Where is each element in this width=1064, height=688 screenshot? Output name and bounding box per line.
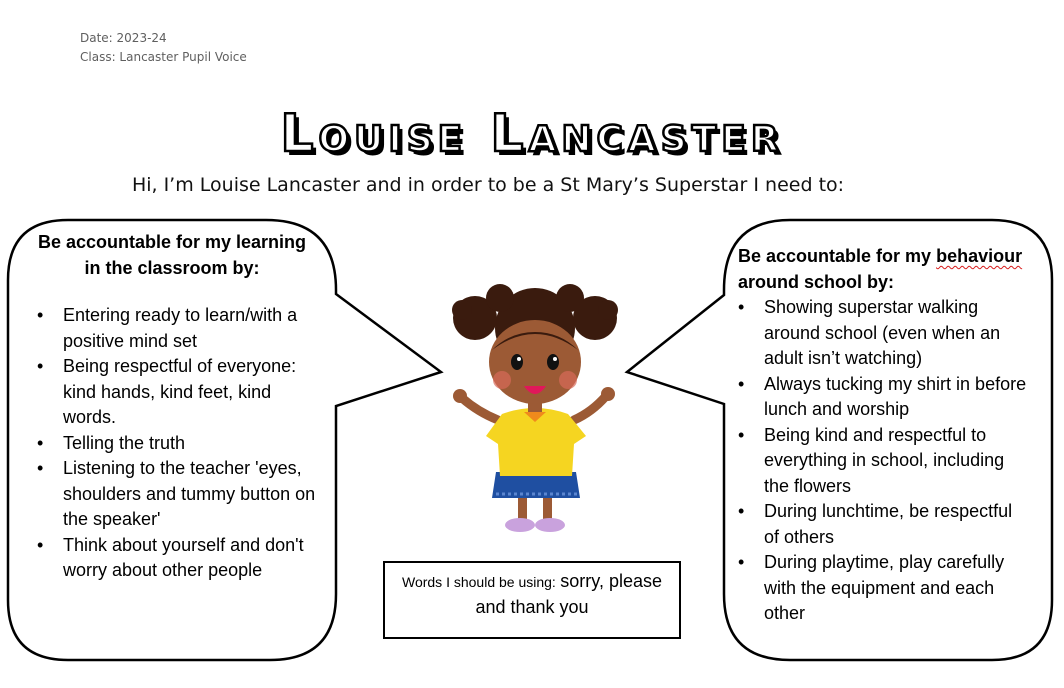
words-to-use-box xyxy=(383,561,681,639)
list-item: • Think about yourself and don't worry about other people xyxy=(37,533,317,584)
school-heading xyxy=(738,243,1030,295)
list-item: • Always tucking my shirt in before lunch and worship xyxy=(738,372,1030,423)
class-text: Class: Lancaster Pupil Voice xyxy=(80,50,247,64)
list-item: • Entering ready to learn/with a positive mind set xyxy=(37,303,317,354)
heading-part: around school by: xyxy=(738,272,895,292)
spellcheck-word: behaviour xyxy=(936,246,1023,266)
list-item: • During lunchtime, be respectful of others xyxy=(738,499,1030,550)
list-item: • Being respectful of everyone: kind hands, kind feet, kind words. xyxy=(37,354,317,431)
classroom-list xyxy=(37,303,317,584)
list-item: • Being kind and respectful to everything in school, including the flowers xyxy=(738,423,1030,500)
intro-text: Hi, I’m Louise Lancaster and in order to be a St Mary’s Superstar I need to: xyxy=(131,174,845,196)
date-text: Date: 2023-24 xyxy=(80,31,167,45)
words-label: Words I should be using: xyxy=(401,574,556,590)
list-item: • Telling the truth xyxy=(37,431,317,457)
school-list xyxy=(738,295,1030,627)
heading-part: Be accountable for my xyxy=(738,246,932,266)
list-item: • During playtime, play carefully with the equipment and each other xyxy=(738,550,1030,627)
words-list: sorry, please and thank you xyxy=(475,571,662,617)
school-accountability-panel xyxy=(738,243,1030,627)
list-item: • Listening to the teacher 'eyes, shoulders and tummy button on the speaker' xyxy=(37,456,317,533)
girl-cartoon-icon xyxy=(440,280,630,540)
classroom-accountability-panel xyxy=(37,229,317,584)
list-item: • Showing superstar walking around school (even when an adult isn’t watching) xyxy=(738,295,1030,372)
page-title: Louise Lancaster xyxy=(280,104,784,164)
classroom-heading: Be accountable for my learning in the classroom by: xyxy=(37,232,307,278)
